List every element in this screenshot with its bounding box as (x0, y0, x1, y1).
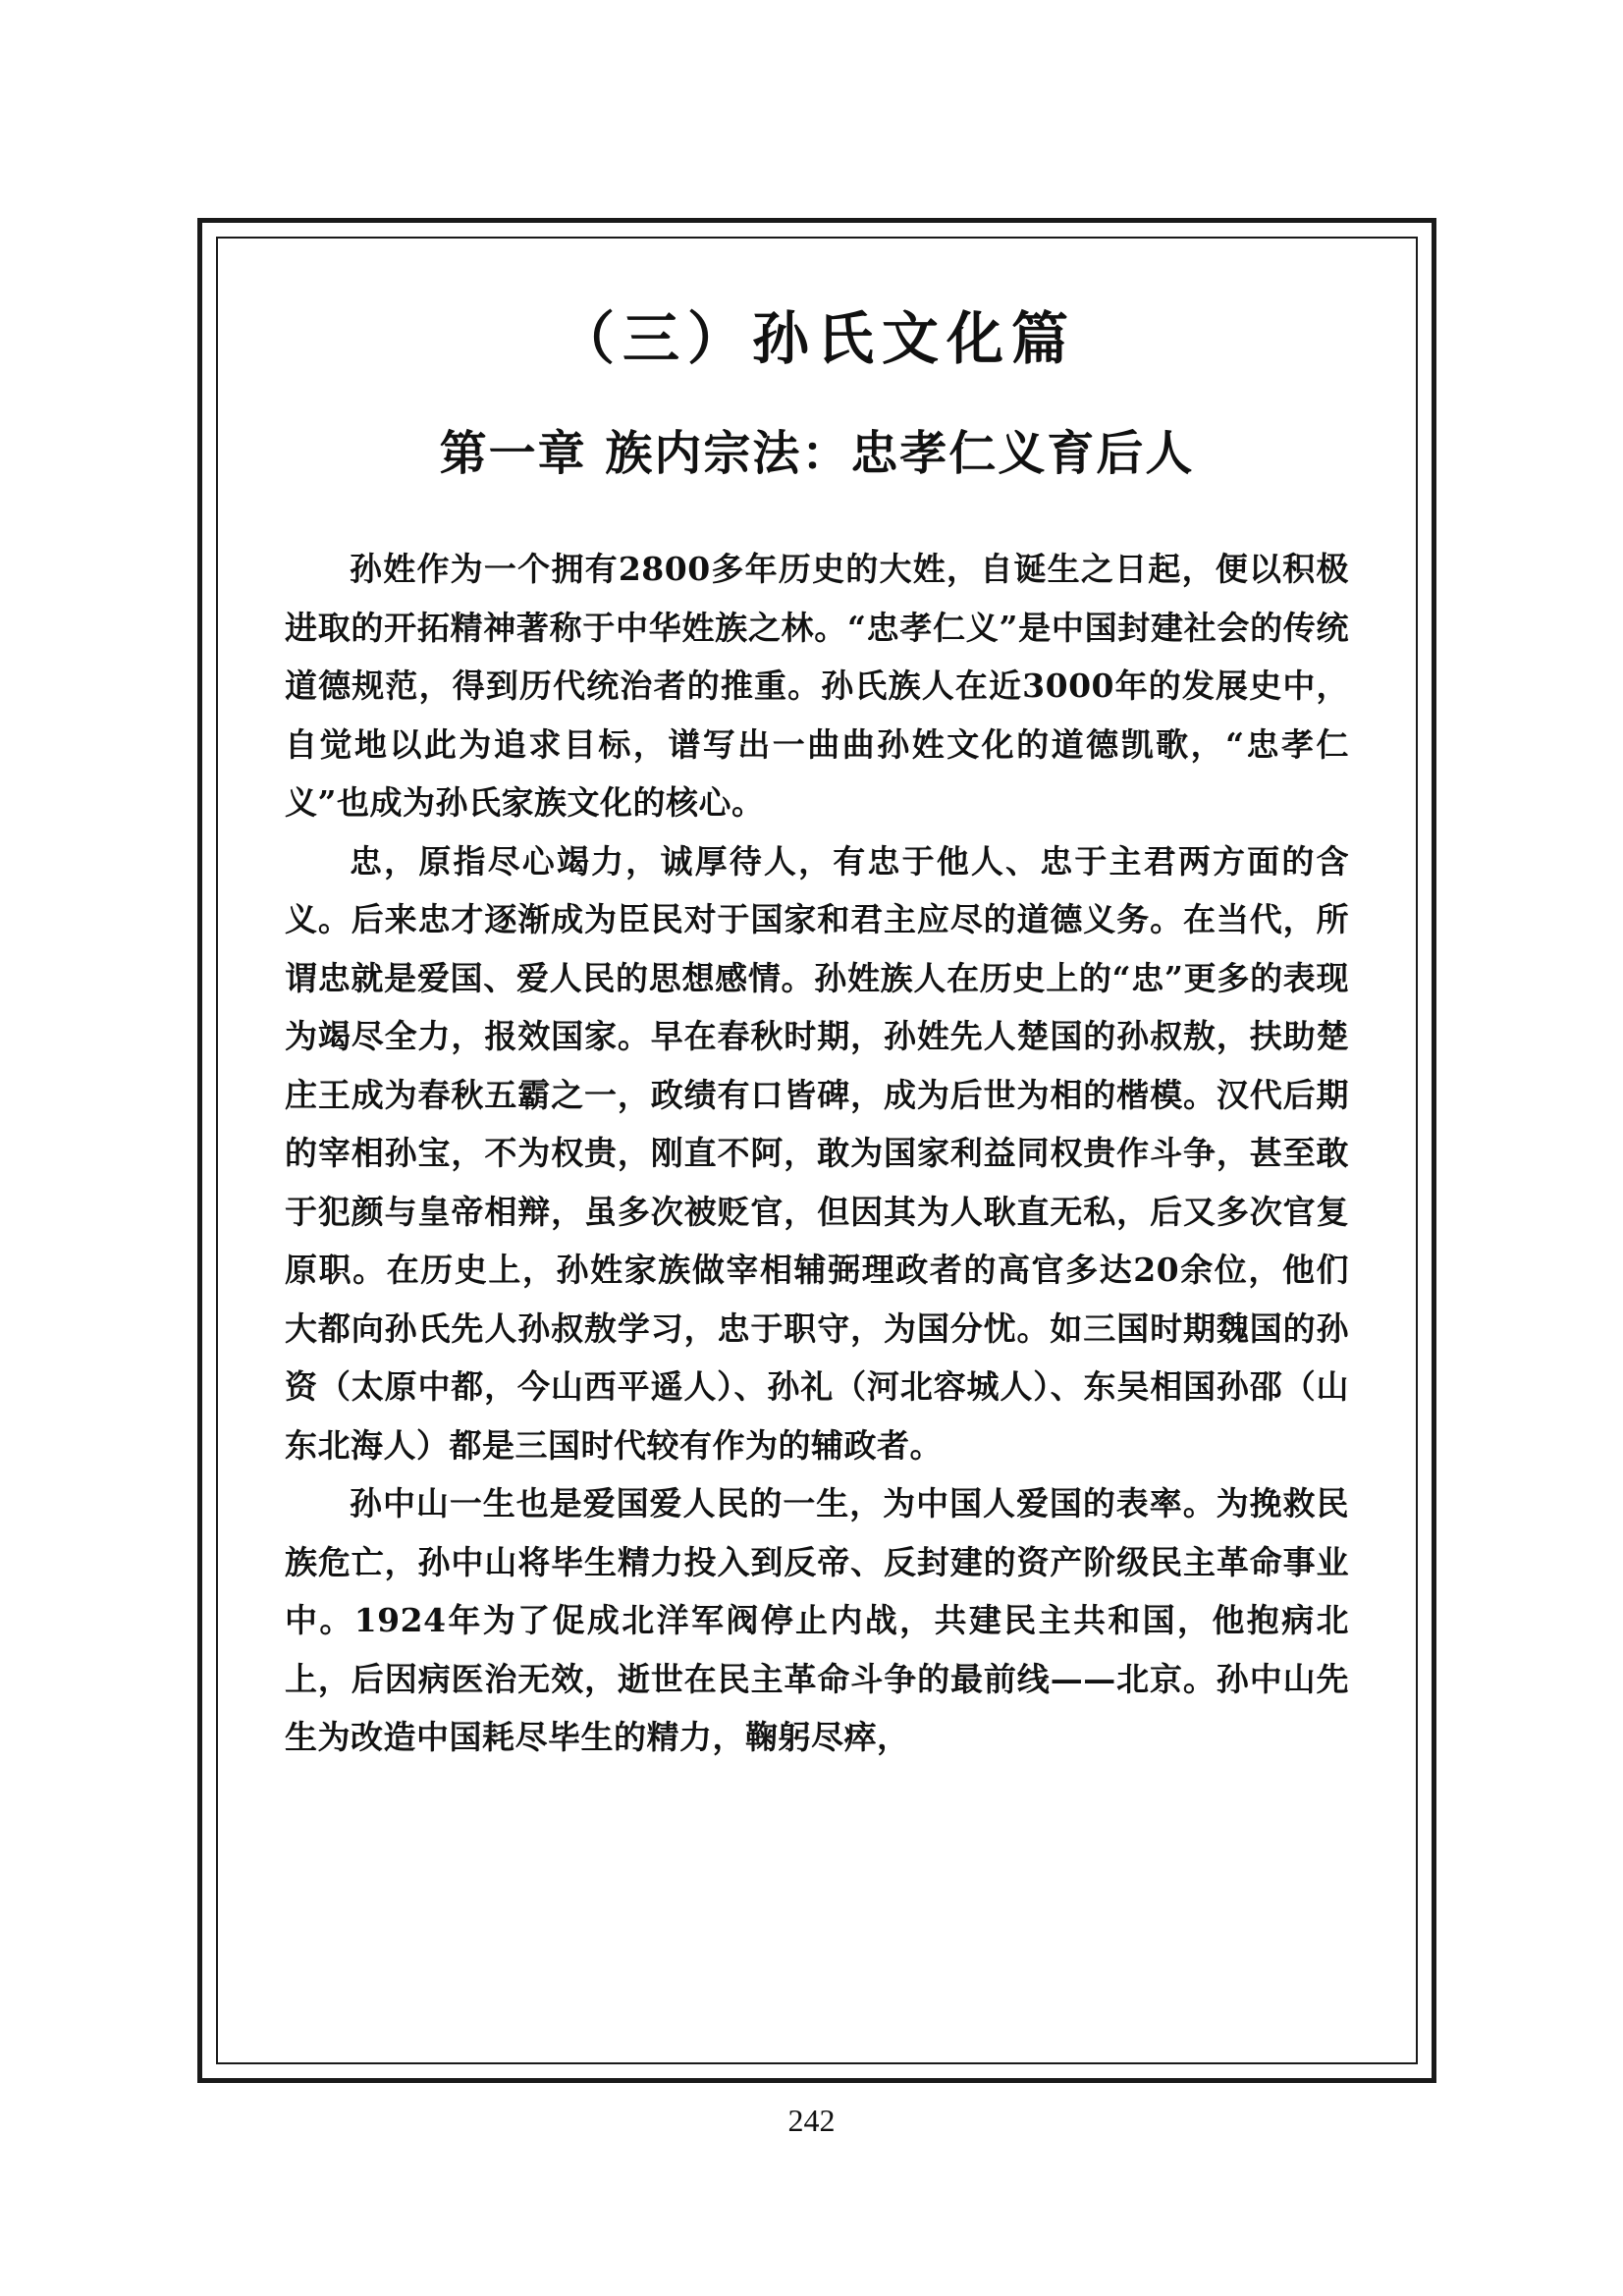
paragraph: 孙中山一生也是爱国爱人民的一生，为中国人爱国的表率。为挽救民族危亡，孙中山将毕生精力投入到反帝、反封建的资产阶级民主革命事业中。1924年为了促成北洋军阀停止内战，共建民主共和国，他抱病北上，后因病医治无效，逝世在民主革命斗争的最前线——北京。孙中山先生为改造中国耗尽毕生的精力，鞠躬尽瘁， (285, 1484, 1349, 1756)
paragraph: 孙姓作为一个拥有2800多年历史的大姓，自诞生之日起，便以积极进取的开拓精神著称于中华姓族之林。“忠孝仁义”是中国封建社会的传统道德规范，得到历代统治者的推重。孙氏族人在近3000年的发展史中，自觉地以此为追求目标，谱写出一曲曲孙姓文化的道德凯歌，“忠孝仁义”也成为孙氏家族文化的核心。 (285, 550, 1349, 822)
page-number: 242 (787, 2103, 836, 2138)
page-content (285, 294, 1349, 1767)
paragraph: 忠，原指尽心竭力，诚厚待人，有忠于他人、忠于主君两方面的含义。后来忠才逐渐成为臣民对于国家和君主应尽的道德义务。在当代，所谓忠就是爱国、爱人民的思想感情。孙姓族人在历史上的“忠”更多的表现为竭尽全力，报效国家。早在春秋时期，孙姓先人楚国的孙叔敖，扶助楚庄王成为春秋五霸之一，政绩有口皆碑，成为后世为相的楷模。汉代后期的宰相孙宝，不为权贵，刚直不阿，敢为国家利益同权贵作斗争，甚至敢于犯颜与皇帝相辩，虽多次被贬官，但因其为人耿直无私，后又多次官复原职。在历史上，孙姓家族做宰相辅弼理政者的高官多达20余位，他们大都向孙氏先人孙叔敖学习，忠于职守，为国分忧。如三国时期魏国的孙资（太原中都，今山西平遥人）、孙礼（河北容城人）、东吴相国孙邵（山东北海人）都是三国时代较有作为的辅政者。 (285, 841, 1349, 1465)
chapter-title: 第一章 族内宗法：忠孝仁义育后人 (439, 426, 1195, 481)
body-text (285, 540, 1349, 1767)
section-title: （三）孙氏文化篇 (557, 305, 1076, 372)
